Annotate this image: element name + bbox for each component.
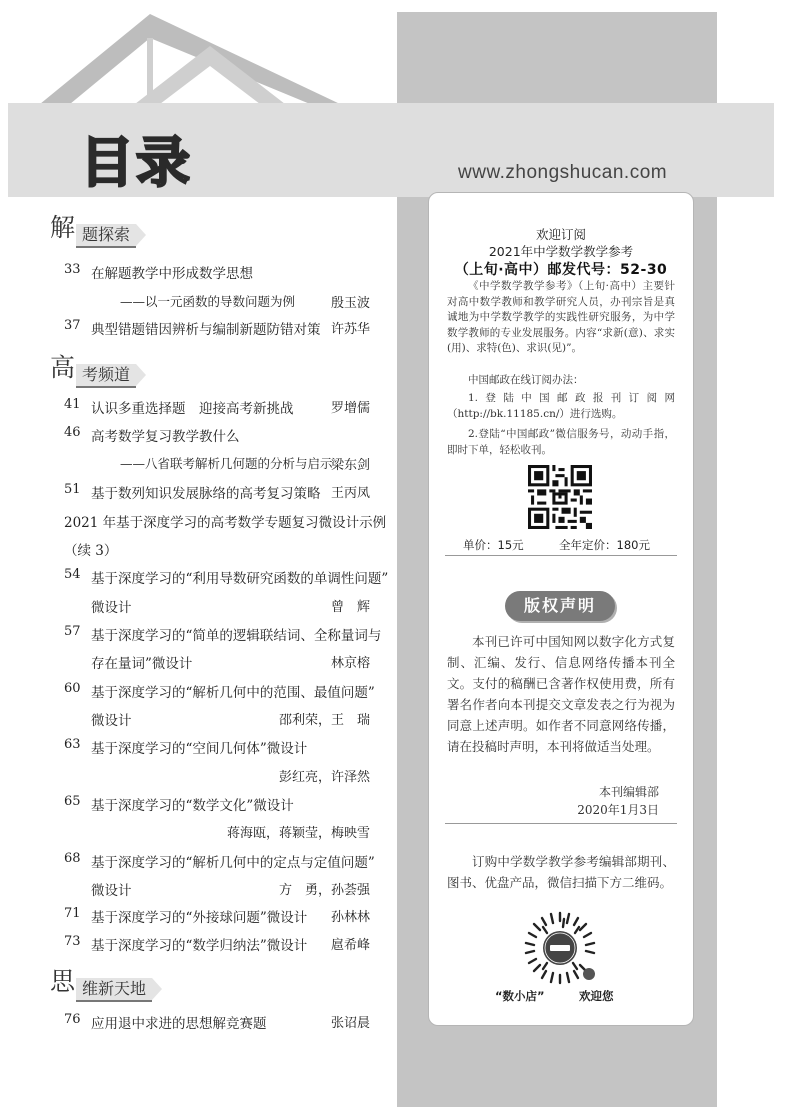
toc-page: 57 (64, 624, 81, 639)
website-url: www.zhongshucan.com (458, 162, 668, 183)
toc-title: 基于深度学习的“外接球问题”微设计 (91, 910, 308, 926)
toc-page: 33 (64, 262, 81, 277)
toc-author: 王丙凤 (330, 486, 370, 501)
journal-intro: 《中学数学教学参考》（上旬·高中）主要针对高中数学教师和教学研究人员，办刊宗旨是真诚地为中学数学教学的实践性研究服务，为中学数学教师的专业发展服务。内容“求新(意)、求实(用)、求特(色)、求识(见)”。 (447, 280, 675, 355)
section-label: 考频道 (76, 364, 136, 388)
toc-title: 基于数列知识发展脉络的高考复习策略 (91, 486, 321, 502)
toc-page: 60 (64, 681, 81, 696)
subscribe-heading: 欢迎订阅 (535, 227, 586, 242)
toc-page: 51 (64, 482, 81, 497)
toc-subtitle: ——以一元函数的导数问题为例 (120, 294, 296, 309)
toc-page: 37 (64, 318, 81, 333)
unit-price: 单价：15元 (463, 538, 524, 552)
toc-author: 扈希峰 (330, 938, 370, 953)
section-label: 维新天地 (76, 978, 152, 1002)
divider (445, 823, 677, 824)
toc-title: 认识多重选择题 迎接高考新挑战 (91, 401, 294, 417)
toc-author: 邵利荣，王 瑞 (278, 713, 370, 728)
toc-title: 基于深度学习的“解析几何中的范围、最值问题” (91, 685, 375, 701)
toc-title: 基于深度学习的“解析几何中的定点与定值问题” (91, 855, 375, 871)
toc-subtitle: ——八省联考解析几何题的分析与启示 (120, 456, 333, 471)
toc-title: 在解题教学中形成数学思想 (91, 266, 253, 282)
section-label: 题探索 (76, 224, 136, 248)
postal-code: （上旬·高中）邮发代号：52-30 (454, 262, 668, 278)
toc-author: 林京榕 (330, 656, 370, 671)
subscription-card (428, 192, 694, 1026)
mini-program-code-icon[interactable] (523, 911, 597, 985)
toc-title: 基于深度学习的“数学归纳法”微设计 (91, 938, 308, 954)
shop-name: “数小店” (495, 989, 545, 1003)
page-title: 目录 (80, 131, 192, 194)
toc-title: 应用退中求进的思想解竞赛题 (91, 1016, 267, 1032)
annual-price: 全年定价：180元 (559, 538, 650, 552)
statement-date: 2020年1月3日 (577, 803, 659, 817)
toc-title: 基于深度学习的“数学文化”微设计 (91, 798, 294, 814)
toc-author: 曾 辉 (330, 600, 370, 615)
editor-signature: 本刊编辑部 (598, 785, 659, 799)
toc-title-continued: 微设计 (91, 600, 132, 616)
toc-page: 46 (64, 425, 81, 440)
divider (445, 555, 677, 556)
section-initial: 思 (50, 967, 76, 996)
toc-page: 68 (64, 851, 81, 866)
shop-welcome: 欢迎您 (579, 989, 614, 1003)
toc-title: 高考数学复习教学教什么 (91, 429, 240, 445)
copyright-badge: 版权声明 (505, 591, 615, 621)
series-line: （续 3） (64, 543, 118, 559)
toc-author: 方 勇，孙荟强 (278, 883, 370, 898)
subscribe-step-1: 1.登陆中国邮政报刊订阅网（http://bk.11185.cn/）进行选购。 (447, 392, 675, 420)
toc-title: 基于深度学习的“空间几何体”微设计 (91, 741, 308, 757)
toc-author: 罗增儒 (330, 401, 370, 416)
qr-code-icon[interactable] (528, 465, 592, 529)
roof-graphic (40, 14, 340, 104)
subscribe-method: 中国邮政在线订阅办法： (468, 374, 584, 386)
toc-title-continued: 微设计 (91, 713, 132, 729)
toc-author: 梁东剑 (330, 458, 370, 473)
toc-author: 张诏晨 (330, 1016, 370, 1031)
toc-title: 典型错题错因辨析与编制新题防错对策 (91, 322, 321, 338)
toc-page: 73 (64, 934, 81, 949)
toc-title-continued: 存在量词”微设计 (91, 656, 193, 672)
journal-name: 2021年中学数学教学参考 (488, 244, 634, 259)
toc-page: 76 (64, 1012, 81, 1027)
subscribe-step-2: 2.登陆“中国邮政”微信服务号，动动手指，即时下单，轻松收刊。 (447, 428, 675, 456)
toc-title: 基于深度学习的“利用导数研究函数的单调性问题” (91, 571, 389, 587)
toc-author: 彭红亮，许泽然 (278, 770, 370, 785)
toc-author: 孙林林 (330, 910, 370, 925)
toc-page: 41 (64, 397, 81, 412)
toc-author: 许苏华 (330, 322, 370, 337)
section-initial: 解 (50, 213, 76, 242)
toc-author: 蒋海瓯，蒋颖莹，梅映雪 (226, 826, 370, 841)
toc-author: 殷玉波 (330, 296, 370, 311)
copyright-text: 本刊已许可中国知网以数字化方式复制、汇编、发行、信息网络传播本刊全文。支付的稿酬已含著作权使用费，所有署名作者向本刊提交文章发表之行为视为同意上述声明。如作者不同意网络传播，请在投稿时声明，本刊将做适当处理。 (447, 634, 675, 754)
toc-title-continued: 微设计 (91, 883, 132, 899)
shop-text: 订购中学数学教学参考编辑部期刊、图书、优盘产品，微信扫描下方二维码。 (447, 854, 675, 890)
toc-title: 基于深度学习的“简单的逻辑联结词、全称量词与 (91, 628, 382, 644)
toc-page: 71 (64, 906, 81, 921)
section-initial: 高 (50, 353, 76, 382)
toc-page: 63 (64, 737, 81, 752)
toc-page: 65 (64, 794, 81, 809)
toc-page: 54 (64, 567, 81, 582)
series-line: 2021 年基于深度学习的高考数学专题复习微设计示例 (64, 515, 387, 531)
